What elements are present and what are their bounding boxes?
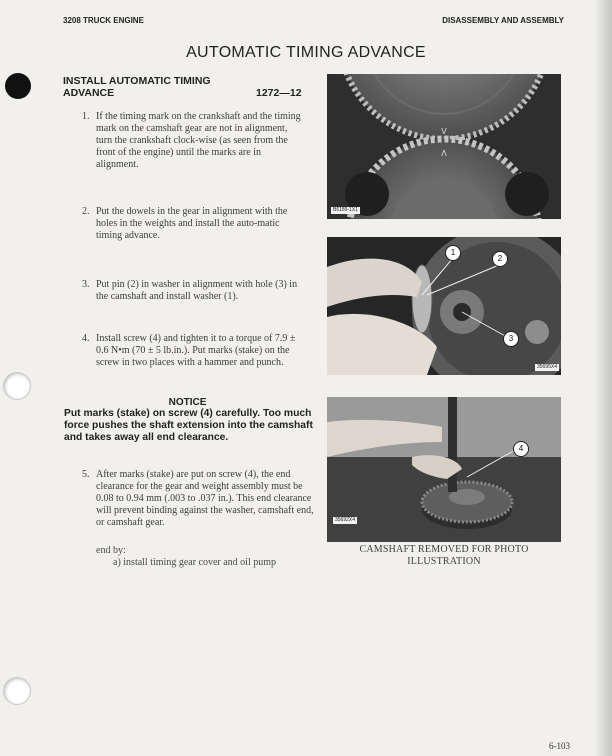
step-text: If the timing mark on the crankshaft and the timing mark on the camshaft gear are not in alignment, turn the crankshaft clock-wise (as seen from the front of the engine) until the marks are in alignment. <box>96 111 301 170</box>
step-number: 4. <box>82 333 90 344</box>
step-text: Install screw (4) and tighten it to a torque of 7.9 ± 0.6 N•m (70 ± 5 lb.in.). Put marks (stake) on the screw in two places with a hammer and punch. <box>96 333 296 368</box>
photo-screw-install <box>327 397 561 542</box>
end-by-item-a: a) install timing gear cover and oil pump <box>113 557 277 568</box>
photo-timing-gears <box>327 74 561 219</box>
photo-id-label: B6189-1X1 <box>333 207 359 213</box>
step-4 <box>82 333 310 369</box>
step-5 <box>82 469 314 529</box>
header-right: DISASSEMBLY AND ASSEMBLY <box>442 16 564 25</box>
step-text: Put pin (2) in washer in alignment with hole (3) in the camshaft and install washer (1). <box>96 279 298 302</box>
step-number: 5. <box>82 469 90 480</box>
screw-illustration <box>327 397 561 542</box>
callout: 2 <box>492 251 508 267</box>
svg-text:V: V <box>441 127 447 136</box>
binder-hole-top <box>5 73 31 99</box>
end-by-label: end by: <box>96 545 126 556</box>
step-number: 1. <box>82 111 90 122</box>
callout: 4 <box>513 441 529 457</box>
step-text: Put the dowels in the gear in alignment with the holes in the weights and install the auto-matic timing advance. <box>96 206 288 241</box>
notice-body: Put marks (stake) on screw (4) carefully. Too much force pushes the shaft extension into the camshaft and takes away all end clearance. <box>64 408 313 443</box>
page-edge-shadow <box>594 0 612 756</box>
section-code: 1272—12 <box>256 87 302 99</box>
step-1 <box>82 111 304 171</box>
svg-text:Λ: Λ <box>441 149 447 158</box>
photo-washer-install <box>327 237 561 375</box>
section-title: INSTALL AUTOMATIC TIMING ADVANCE <box>63 75 211 99</box>
binder-hole-bottom <box>3 677 31 705</box>
step-3 <box>82 279 304 303</box>
step-2 <box>82 206 304 242</box>
washer-illustration <box>327 237 561 375</box>
step-text: After marks (stake) are put on screw (4), the end clearance for the gear and weight assembly must be 0.08 to 0.94 mm (.003 to .037 in.). This end clearance will prevent binding against the washer, camshaft end, or camshaft gear. <box>96 469 314 528</box>
notice-title: NOTICE <box>168 397 207 408</box>
page-title: AUTOMATIC TIMING ADVANCE <box>186 44 426 61</box>
page-number: 6-103 <box>549 741 570 751</box>
photo-caption: CAMSHAFT REMOVED FOR PHOTO ILLUSTRATION <box>359 544 529 567</box>
callout: 3 <box>503 331 519 347</box>
gears-illustration <box>327 74 561 219</box>
binder-hole-middle <box>3 372 31 400</box>
photo-id-label: 35695X4 <box>536 364 557 370</box>
step-number: 3. <box>82 279 90 290</box>
photo-id-label: 35692X4 <box>335 517 356 523</box>
header-left: 3208 TRUCK ENGINE <box>63 16 144 25</box>
step-number: 2. <box>82 206 90 217</box>
callout: 1 <box>445 245 461 261</box>
